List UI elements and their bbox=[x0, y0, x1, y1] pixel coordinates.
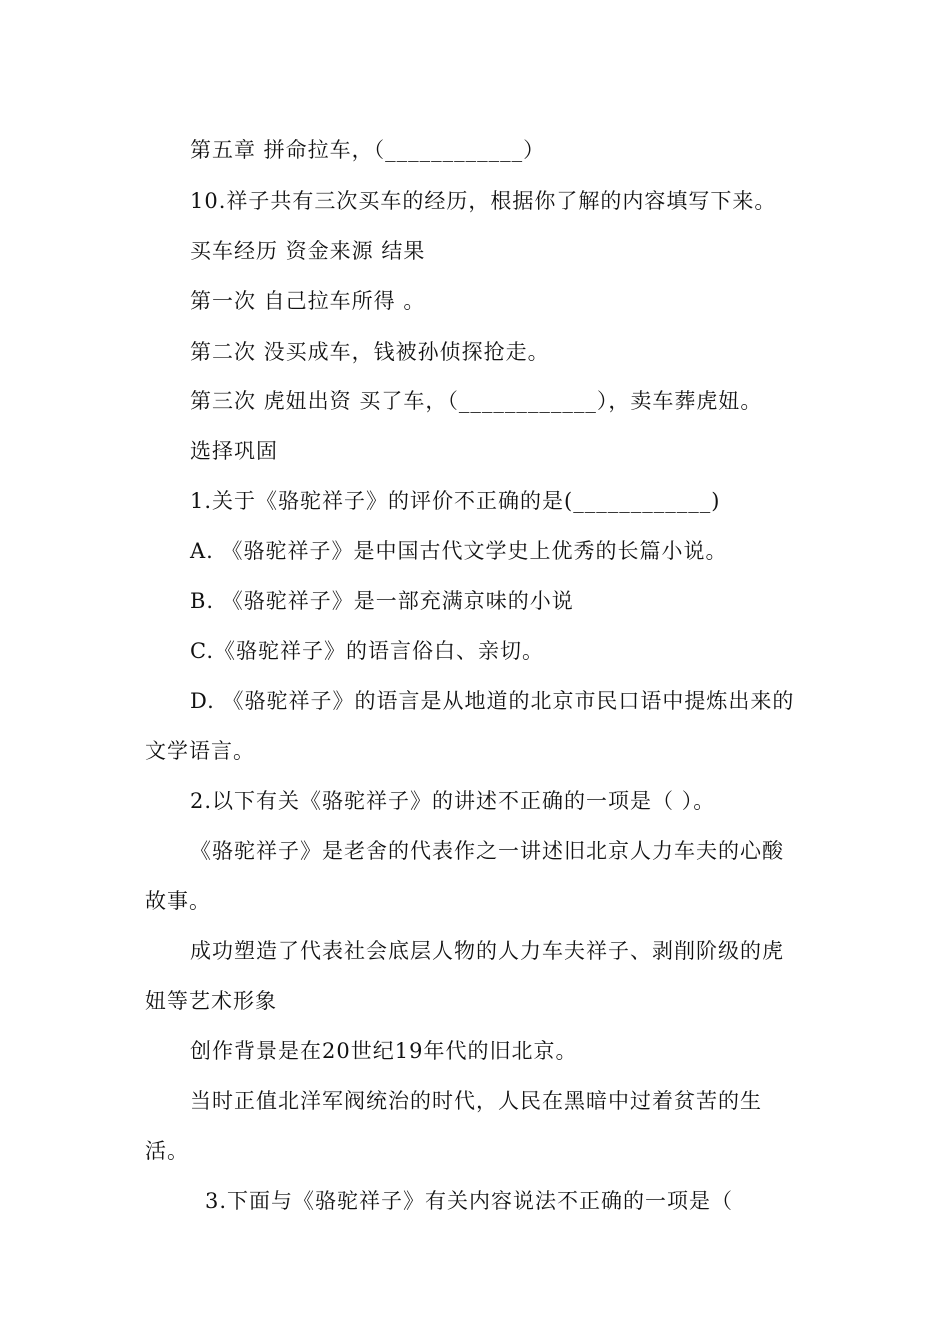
text-line: 买车经历 资金来源 结果 bbox=[190, 239, 426, 263]
text-line: 创作背景是在20世纪19年代的旧北京。 bbox=[190, 1039, 578, 1063]
text-line: 《骆驼祥子》是老舍的代表作之一讲述旧北京人力车夫的心酸 bbox=[190, 839, 784, 863]
text-line: 活。 bbox=[145, 1139, 189, 1163]
text-line: 妞等艺术形象 bbox=[145, 989, 277, 1013]
question-2: 2.以下有关《骆驼祥子》的讲述不正确的一项是（ ）。 bbox=[190, 789, 716, 813]
text-line: 第二次 没买成车，钱被孙侦探抢走。 bbox=[190, 340, 550, 364]
option-d: D. 《骆驼祥子》的语言是从地道的北京市民口语中提炼出来的 bbox=[190, 689, 795, 713]
text-line: 第一次 自己拉车所得 。 bbox=[190, 289, 426, 313]
question-3: 3.下面与《骆驼祥子》有关内容说法不正确的一项是（ bbox=[205, 1189, 734, 1213]
question-1: 1.关于《骆驼祥子》的评价不正确的是(____________) bbox=[190, 489, 721, 513]
text-line: 当时正值北洋军阀统治的时代，人民在黑暗中过着贫苦的生 bbox=[190, 1089, 762, 1113]
text-line: 成功塑造了代表社会底层人物的人力车夫祥子、剥削阶级的虎 bbox=[190, 939, 784, 963]
option-b: B. 《骆驼祥子》是一部充满京味的小说 bbox=[190, 589, 574, 613]
text-line: 文学语言。 bbox=[145, 739, 255, 763]
text-line: 第五章 拼命拉车，（____________） bbox=[190, 138, 546, 162]
section-heading: 选择巩固 bbox=[190, 439, 278, 463]
text-line: 故事。 bbox=[145, 889, 211, 913]
option-a: A. 《骆驼祥子》是中国古代文学史上优秀的长篇小说。 bbox=[190, 539, 728, 563]
text-line: 10.祥子共有三次买车的经历，根据你了解的内容填写下来。 bbox=[190, 189, 777, 213]
text-line: 第三次 虎妞出资 买了车，（____________），卖车葬虎妞。 bbox=[190, 389, 763, 413]
option-c: C.《骆驼祥子》的语言俗白、亲切。 bbox=[190, 639, 544, 663]
